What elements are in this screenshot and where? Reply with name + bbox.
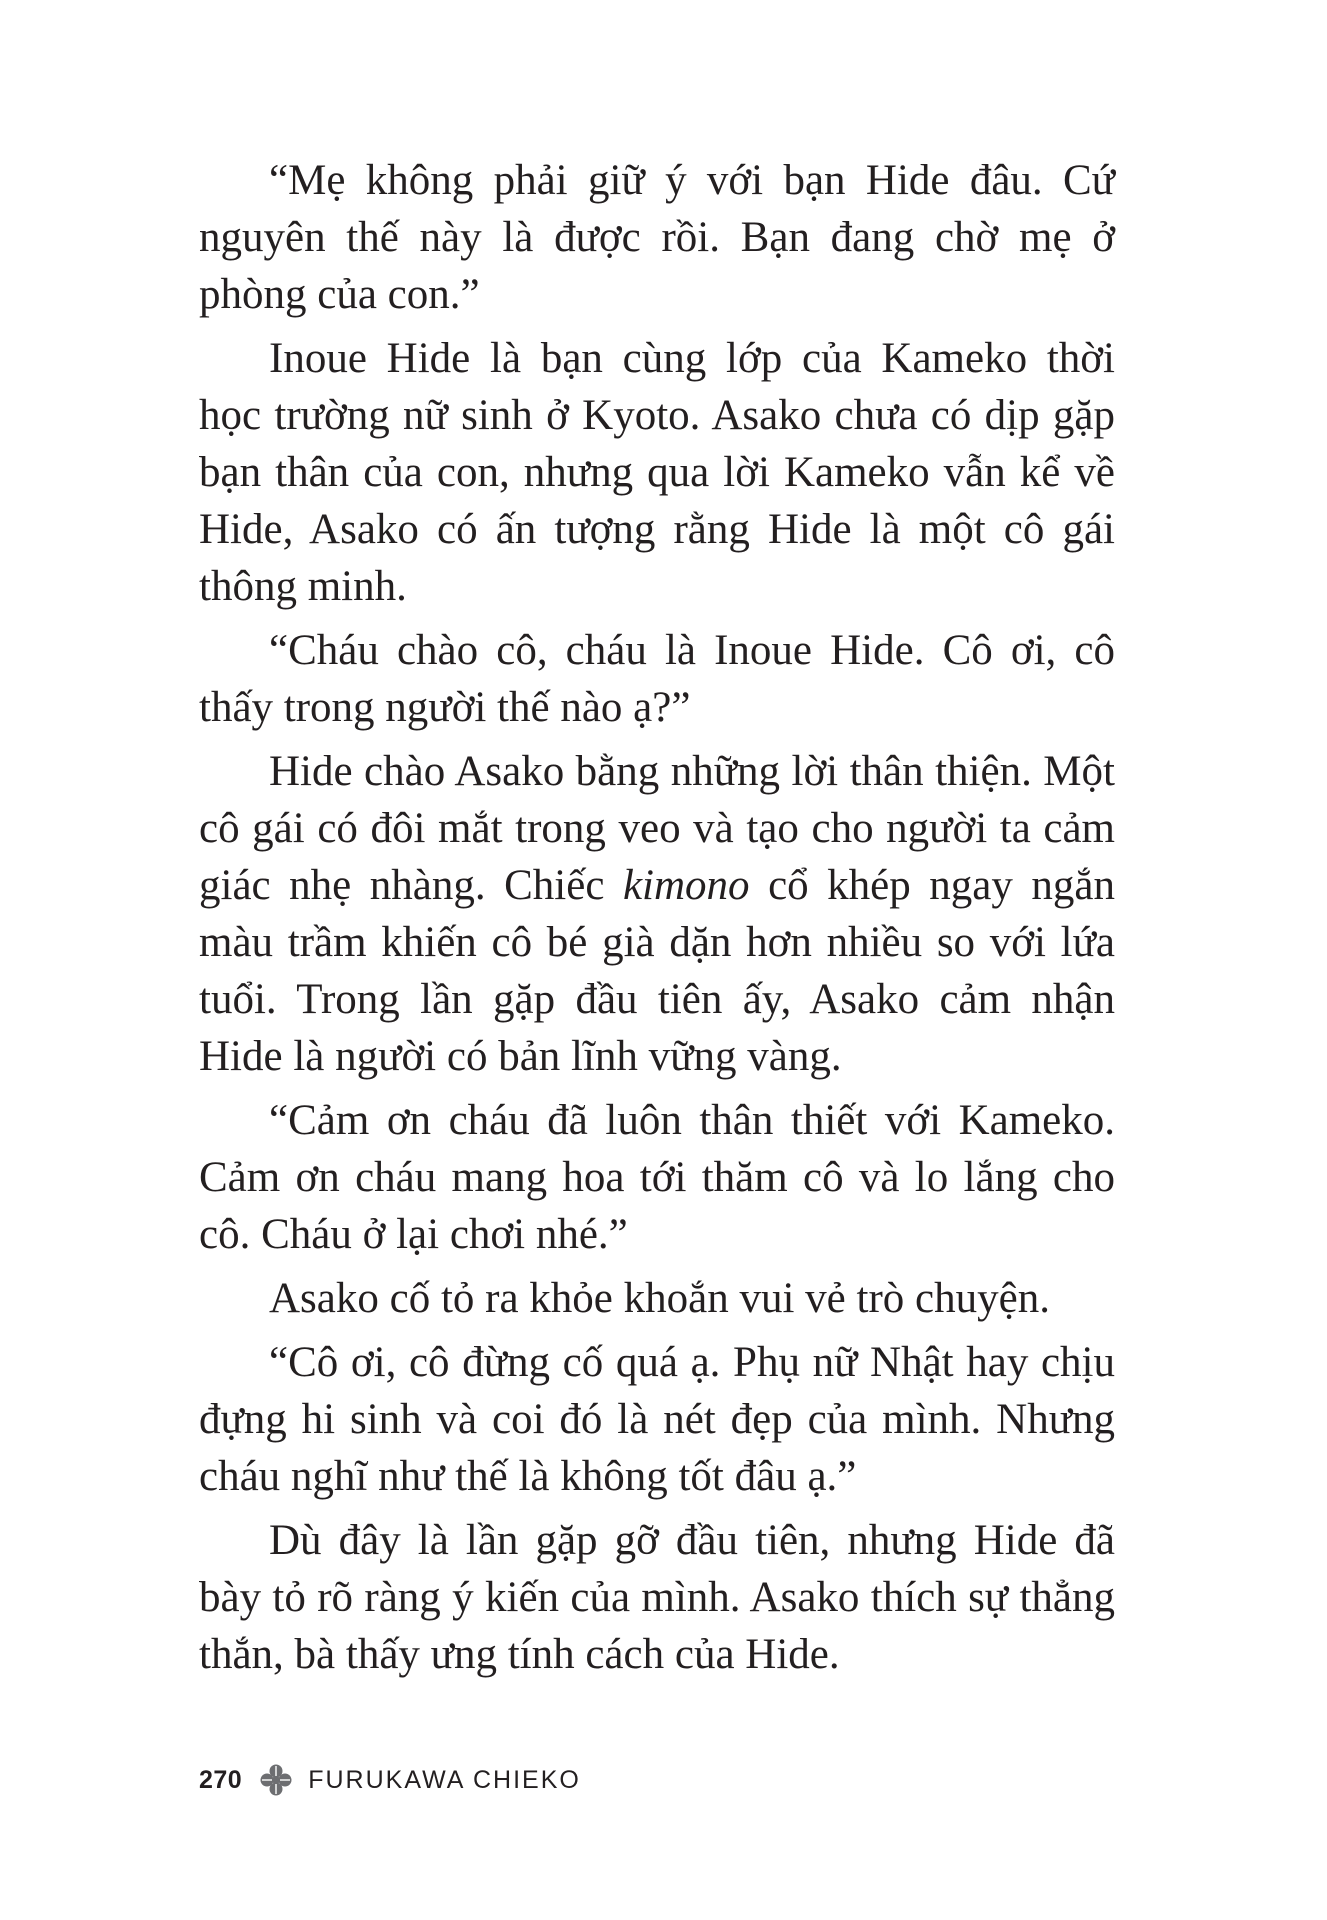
body-text — [199, 152, 1115, 1690]
paragraph — [199, 1092, 1115, 1263]
page-footer — [199, 1760, 581, 1800]
paragraph-text: “Cháu chào cô, cháu là Inoue Hide. Cô ơi, cô thấy trong người thế nào ạ?” — [199, 627, 1115, 731]
paragraph — [199, 152, 1115, 323]
paragraph — [199, 1334, 1115, 1505]
paragraph-text: “Cảm ơn cháu đã luôn thân thiết với Kameko. Cảm ơn cháu mang hoa tới thăm cô và lo lắng cho cô. Cháu ở lại chơi nhé.” — [199, 1097, 1115, 1258]
clover-icon — [258, 1762, 294, 1798]
paragraph — [199, 1512, 1115, 1683]
paragraph-text: Asako cố tỏ ra khỏe khoắn vui vẻ trò chuyện. — [269, 1275, 1050, 1322]
paragraph-text: “Cô ơi, cô đừng cố quá ạ. Phụ nữ Nhật hay chịu đựng hi sinh và coi đó là nét đẹp của mình. Nhưng cháu nghĩ như thế là không tốt đâu ạ.” — [199, 1339, 1115, 1500]
paragraph — [199, 743, 1115, 1085]
paragraph-text: Hide chào Asako bằng những lời thân thiện. Một cô gái có đôi mắt trong veo và tạo cho người ta cảm giác nhẹ nhàng. Chiếc — [199, 748, 1115, 909]
paragraph-text: Inoue Hide là bạn cùng lớp của Kameko thời học trường nữ sinh ở Kyoto. Asako chưa có dịp gặp bạn thân của con, nhưng qua lời Kameko vẫn kể về Hide, Asako có ấn tượng rằng Hide là một cô gái thông minh. — [199, 335, 1115, 610]
paragraph-text: cổ khép ngay ngắn màu trầm khiến cô bé già dặn hơn nhiều so với lứa tuổi. Trong lần gặp đầu tiên ấy, Asako cảm nhận Hide là người có bản lĩnh vững vàng. — [199, 862, 1115, 1080]
italic-term: kimono — [622, 862, 750, 909]
paragraph — [199, 622, 1115, 736]
paragraph-text: Dù đây là lần gặp gỡ đầu tiên, nhưng Hide đã bày tỏ rõ ràng ý kiến của mình. Asako thích sự thẳng thắn, bà thấy ưng tính cách của Hide. — [199, 1517, 1115, 1678]
author-name: FURUKAWA CHIEKO — [308, 1765, 581, 1794]
paragraph — [199, 330, 1115, 615]
page-number: 270 — [199, 1765, 243, 1794]
paragraph — [199, 1270, 1115, 1327]
paragraph-text: “Mẹ không phải giữ ý với bạn Hide đâu. Cứ nguyên thế này là được rồi. Bạn đang chờ mẹ ở phòng của con.” — [199, 157, 1115, 318]
